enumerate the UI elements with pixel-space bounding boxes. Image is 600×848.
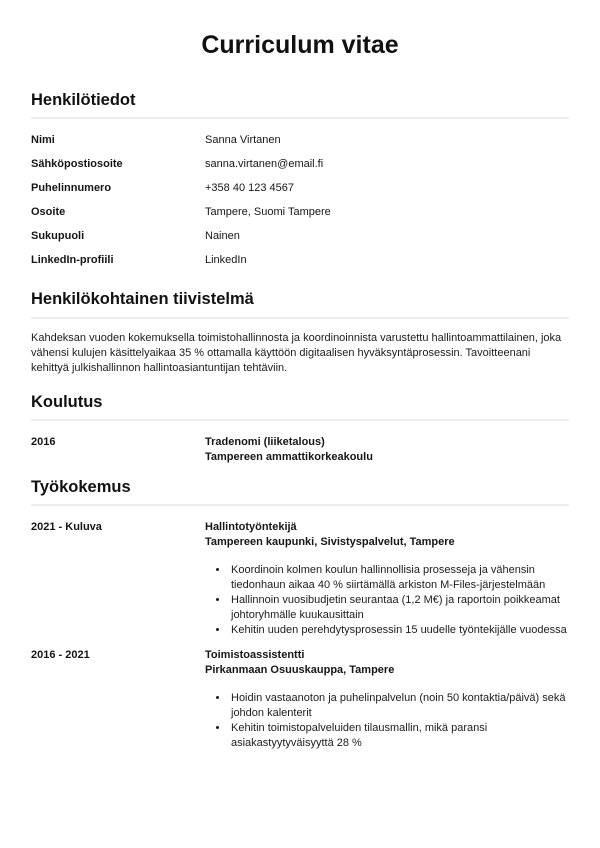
field-value: Nainen (205, 230, 240, 243)
summary-heading: Henkilökohtainen tiivistelmä (31, 291, 569, 318)
section-summary (31, 291, 569, 375)
entry-body (205, 648, 569, 751)
experience-entry (31, 520, 569, 638)
summary-text: Kahdeksan vuoden kokemuksella toimistohallinnosta ja koordinoinnista varustettu hallintoammattilainen, joka vähensi kulujen käsittelyaikaa 35 % ottamalla käyttöön digitaalisen hyväksyntäprosessin. Tavoitteenani kehittyä julkishallinnon hallintoasiantuntijan tehtäviin. (31, 331, 562, 374)
field-row-name (31, 134, 569, 147)
entry-employer: Tampereen kaupunki, Sivistyspalvelut, Tampere (205, 536, 455, 549)
entry-degree: Tradenomi (liiketalous) (205, 435, 325, 448)
personal-info-heading: Henkilötiedot (31, 92, 569, 119)
field-row-phone (31, 182, 569, 195)
field-row-linkedin (31, 254, 569, 267)
bullet-item: • Hoidin vastaanoton ja puhelinpalvelun (noin 50 kontaktia/päivä) sekä johdon kalenterit (229, 691, 569, 721)
entry-employer: Pirkanmaan Osuuskauppa, Tampere (205, 664, 395, 677)
entry-body (205, 435, 569, 465)
entry-period: 2016 (31, 435, 56, 448)
field-label: Puhelinnumero (31, 182, 112, 195)
entry-bullet-list (205, 563, 569, 638)
education-heading: Koulutus (31, 394, 569, 421)
experience-heading: Työkokemus (31, 479, 569, 506)
section-education (31, 394, 569, 465)
field-label: Sähköpostiosoite (31, 158, 123, 171)
field-label: Nimi (31, 134, 55, 147)
bullet-item: • Kehitin uuden perehdytysprosessin 15 uudelle työntekijälle vuodessa (229, 623, 569, 638)
section-personal-info (31, 92, 569, 267)
bullet-item: • Hallinnoin vuosibudjetin seurantaa (1,2 M€) ja raportoin poikkeamat johtoryhmälle kuukausittain (229, 593, 569, 623)
field-value: Sanna Virtanen (205, 134, 281, 147)
field-label: Osoite (31, 206, 66, 219)
section-experience (31, 479, 569, 751)
entry-period: 2021 - Kuluva (31, 521, 102, 534)
field-row-email (31, 158, 569, 171)
field-value: +358 40 123 4567 (205, 182, 295, 195)
linkedin-link[interactable]: LinkedIn (205, 254, 247, 267)
entry-period: 2016 - 2021 (31, 649, 90, 662)
field-label: Sukupuoli (31, 230, 85, 243)
field-row-gender (31, 230, 569, 243)
entry-school: Tampereen ammattikorkeakoulu (205, 450, 373, 463)
education-entry (31, 435, 569, 465)
entry-job-title: Hallintotyöntekijä (205, 521, 297, 534)
page-title: Curriculum vitae (201, 31, 399, 59)
personal-info-fields (31, 134, 569, 267)
entry-bullet-list (205, 691, 569, 751)
experience-entry (31, 648, 569, 751)
field-row-address (31, 206, 569, 219)
entry-body (205, 520, 569, 638)
bullet-item: • Koordinoin kolmen koulun hallinnollisia prosesseja ja vähensin tiedonhaun aikaa 40 % siirtämällä arkiston M-Files-järjestelmään (229, 563, 569, 593)
entry-job-title: Toimistoassistentti (205, 649, 305, 662)
field-value: sanna.virtanen@email.fi (205, 158, 324, 171)
field-label: LinkedIn-profiili (31, 254, 114, 267)
field-value: Tampere, Suomi Tampere (205, 206, 331, 219)
bullet-item: • Kehitin toimistopalveluiden tilausmallin, mikä paransi asiakastyytyväisyyttä 28 % (229, 721, 569, 751)
